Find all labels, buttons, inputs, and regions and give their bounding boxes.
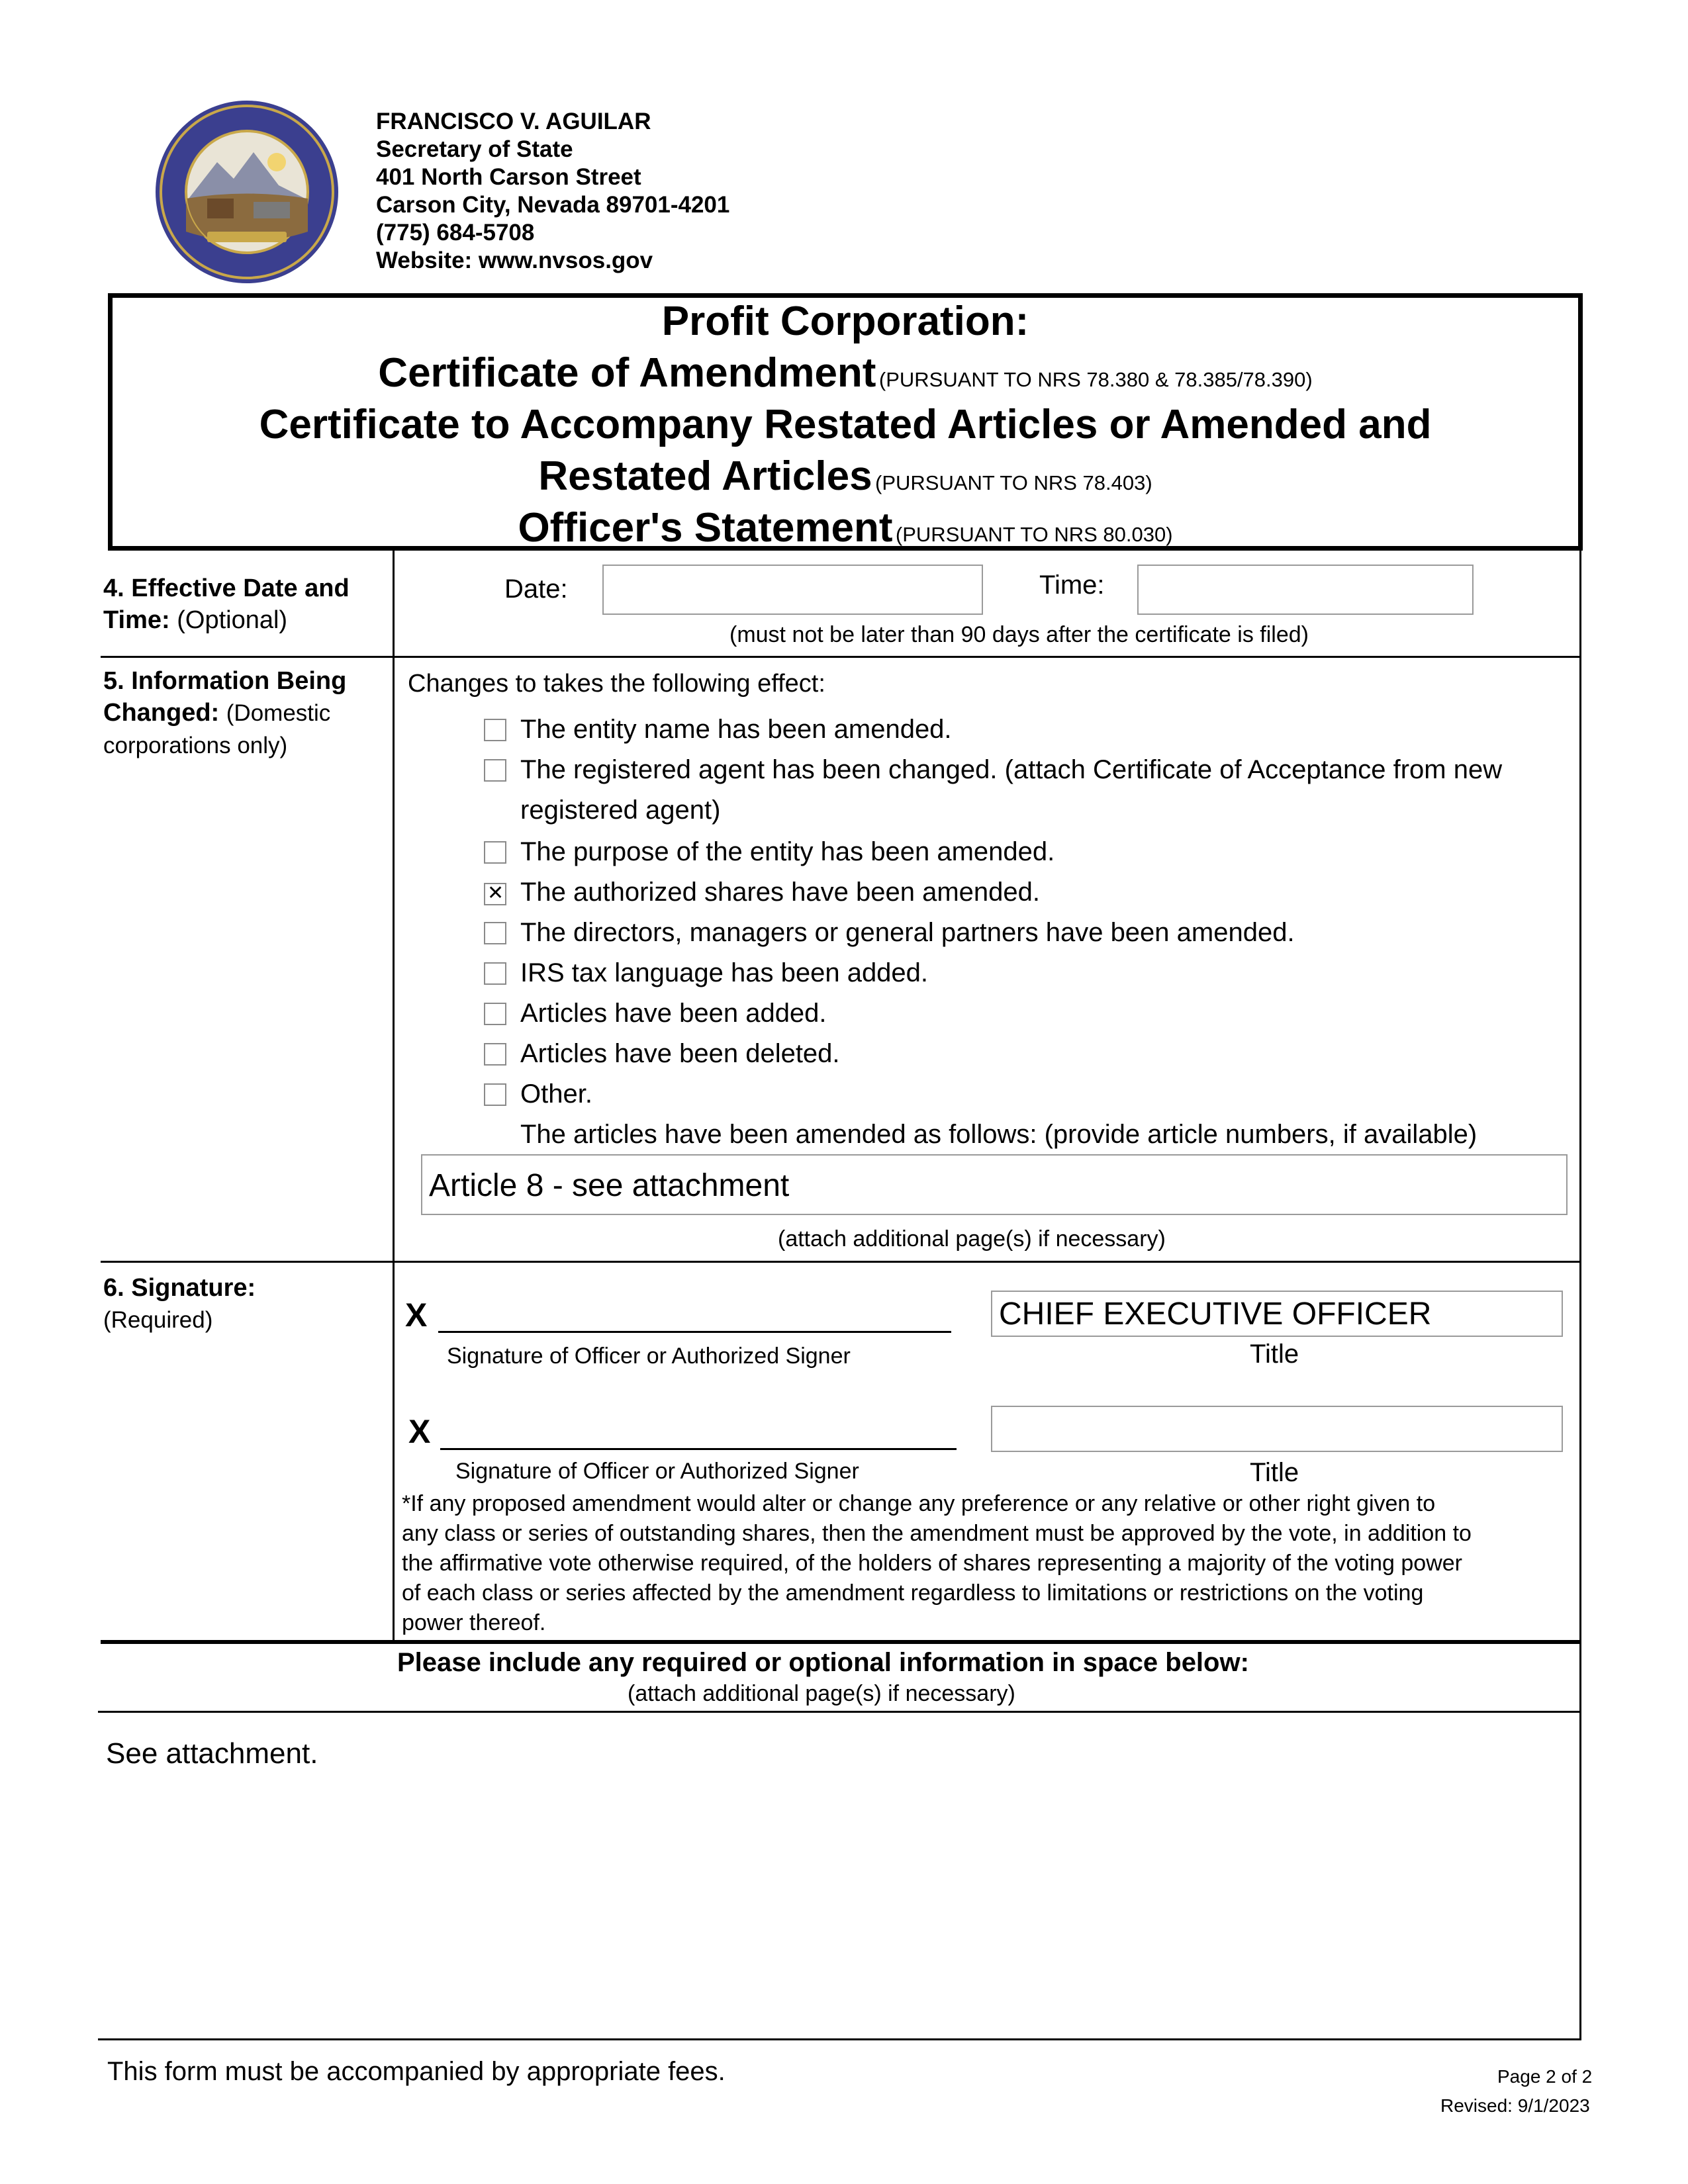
row-divider-5 [101, 1261, 1581, 1263]
form-title-line5: Officer's Statement (PURSUANT TO NRS 80.030) [518, 505, 1173, 551]
option-registered-agent-cont: registered agent) [520, 796, 721, 825]
effective-time-field[interactable] [1137, 565, 1474, 615]
checkbox-directors[interactable] [484, 922, 506, 944]
office-phone: (775) 684-5708 [376, 220, 535, 246]
additional-content[interactable]: See attachment. [106, 1737, 318, 1770]
disclaimer-line4: of each class or series affected by the amendment regardless to limitations or restrictions on the voting [402, 1580, 1424, 1606]
option-irs-language: IRS tax language has been added. [520, 958, 929, 987]
signature1-caption: Signature of Officer or Authorized Signer [447, 1343, 851, 1369]
changes-intro: Changes to takes the following effect: [408, 670, 825, 698]
row-divider-6 [101, 1640, 1581, 1644]
office-city: Carson City, Nevada 89701-4201 [376, 192, 730, 218]
signature2-caption: Signature of Officer or Authorized Signer [455, 1459, 859, 1484]
checkbox-articles-deleted[interactable] [484, 1043, 506, 1066]
option-articles-deleted: Articles have been deleted. [520, 1039, 840, 1068]
checkbox-entity-name[interactable] [484, 719, 506, 741]
attach-note: (attach additional page(s) if necessary) [778, 1226, 1166, 1251]
option-purpose: The purpose of the entity has been amended. [520, 837, 1055, 866]
checkbox-authorized-shares[interactable] [484, 883, 506, 905]
amended-articles-value: Article 8 - see attachment [429, 1168, 790, 1203]
section5-label: 5. Information Being Changed: (Domestic corporations only) [103, 667, 347, 758]
right-border [1579, 551, 1581, 2040]
title2-field[interactable] [991, 1406, 1563, 1452]
additional-subheading: (attach additional page(s) if necessary) [628, 1681, 1015, 1706]
option-other: Other. [520, 1079, 592, 1109]
additional-heading: Please include any required or optional information in space below: [397, 1648, 1249, 1677]
page-number: Page 2 of 2 [1497, 2066, 1593, 2087]
signature1-line[interactable] [438, 1331, 951, 1333]
fees-notice: This form must be accompanied by appropriate fees. [107, 2057, 726, 2086]
revised-date: Revised: 9/1/2023 [1440, 2095, 1590, 2116]
option-authorized-shares: The authorized shares have been amended. [520, 878, 1040, 907]
date-limit-note: (must not be later than 90 days after the certificate is filed) [729, 622, 1309, 647]
form-title-line2: Certificate of Amendment (PURSUANT TO NRS 78.380 & 78.385/78.390) [378, 350, 1313, 396]
row-divider-4 [101, 656, 1581, 658]
amended-prompt: The articles have been amended as follows: (provide article numbers, if available) [520, 1120, 1477, 1149]
disclaimer-line2: any class or series of outstanding shares, then the amendment must be approved by the vote, in addition to [402, 1521, 1472, 1546]
checkbox-purpose[interactable] [484, 841, 506, 864]
title1-caption: Title [1250, 1340, 1299, 1369]
disclaimer-line1: *If any proposed amendment would alter or change any preference or any relative or other right given to [402, 1491, 1436, 1516]
form-title-line1: Profit Corporation: [661, 298, 1029, 344]
title1-value: CHIEF EXECUTIVE OFFICER [999, 1297, 1432, 1332]
secretary-name: FRANCISCO V. AGUILAR [376, 109, 651, 134]
office-street: 401 North Carson Street [376, 164, 641, 190]
title-box [108, 293, 1583, 551]
nevada-state-seal-icon [154, 99, 340, 285]
checkbox-registered-agent[interactable] [484, 759, 506, 782]
signature2-x-mark: X [408, 1413, 431, 1450]
section4-label: 4. Effective Date and Time: (Optional) [103, 574, 350, 634]
secretary-office: Secretary of State [376, 136, 573, 162]
option-articles-added: Articles have been added. [520, 999, 827, 1028]
row-divider-additional [98, 1711, 1581, 1713]
checkbox-other[interactable] [484, 1083, 506, 1106]
column-divider [393, 551, 395, 1643]
amended-articles-field[interactable] [421, 1154, 1568, 1215]
disclaimer-line3: the affirmative vote otherwise required, of the holders of shares representing a majority of the voting power [402, 1551, 1463, 1576]
form-title-line3: Certificate to Accompany Restated Articles or Amended and [259, 402, 1432, 447]
time-label: Time: [1039, 570, 1105, 600]
option-entity-name: The entity name has been amended. [520, 715, 952, 744]
signature2-line[interactable] [440, 1448, 957, 1450]
checkbox-articles-added[interactable] [484, 1003, 506, 1025]
footer-divider [98, 2038, 1581, 2040]
checkbox-irs-language[interactable] [484, 962, 506, 985]
option-directors: The directors, managers or general partners have been amended. [520, 918, 1295, 947]
title2-caption: Title [1250, 1458, 1299, 1487]
signature1-x-mark: X [405, 1297, 428, 1334]
title1-field[interactable] [991, 1291, 1563, 1337]
effective-date-field[interactable] [602, 565, 983, 615]
office-website: Website: www.nvsos.gov [376, 248, 653, 273]
form-title-line4: Restated Articles (PURSUANT TO NRS 78.403) [538, 453, 1152, 499]
disclaimer-line5: power thereof. [402, 1610, 546, 1635]
date-label: Date: [504, 574, 568, 604]
section6-label: 6. Signature: (Required) [103, 1274, 256, 1333]
option-registered-agent: The registered agent has been changed. (attach Certificate of Acceptance from new [520, 755, 1503, 784]
